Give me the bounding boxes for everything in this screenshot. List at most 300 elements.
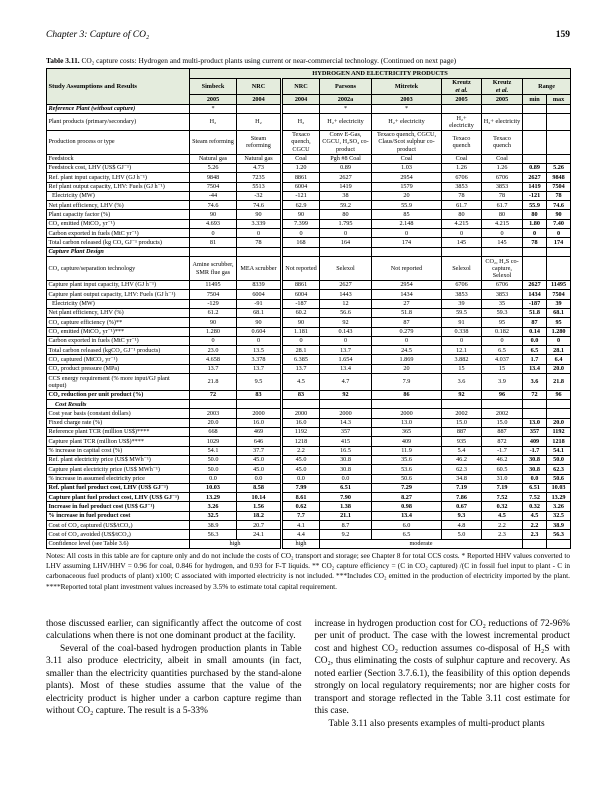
data-cell: 2.2 — [282, 446, 320, 455]
range-cell: 32.5 — [547, 511, 571, 520]
table-row — [47, 290, 571, 299]
data-cell: 0.0 — [320, 474, 372, 483]
table-row — [47, 210, 571, 219]
data-cell: 4.8 — [442, 521, 482, 530]
data-cell: 12 — [320, 299, 372, 308]
row-label: Ref. plant electricity price (US$ MWh⁻¹) — [47, 455, 190, 464]
data-cell: 4.1 — [282, 521, 320, 530]
data-cell: 872 — [482, 437, 523, 446]
data-cell: 357 — [320, 427, 372, 436]
data-cell: 1443 — [320, 290, 372, 299]
row-label: Cost year basis (constant dollars) — [47, 409, 190, 418]
data-cell: 10.03 — [190, 483, 237, 492]
data-cell: 62.9 — [282, 201, 320, 210]
data-cell: 90 — [237, 318, 282, 327]
range-cell: 0 — [547, 229, 571, 238]
table-row — [47, 539, 571, 548]
range-cell: 6.4 — [547, 355, 571, 364]
data-cell: 13.29 — [190, 493, 237, 502]
table-notes: Notes: All costs in this table are for capture only and do not include the costs of CO₂ transport and storage; see Chapter 8 for total CCS costs. * Reported HHV values converted to LHV assuming LHV/HHV = 0.96 for coal, 0.846 for hydrogen, and 0.93 for F-T liquids. ** CO₂ capture efficiency = (C in CO₂ captured) /(C in fossil fuel input to plant - C in carbonaceous fuel products of plant) x100; C associated with imported electricity is not included. ***Includes CO₂ emitted in the production of electricity imported by the plant. ****Reported total plant investment values increased by 3.5% to estimate total capital requirement. — [46, 551, 570, 591]
range-cell — [547, 247, 571, 256]
row-label: Cost Results — [47, 400, 190, 409]
data-cell: 3.339 — [237, 219, 282, 228]
data-cell — [190, 247, 237, 256]
data-cell: 2.2 — [482, 521, 523, 530]
data-cell: 10.14 — [237, 493, 282, 502]
data-cell: 72 — [190, 390, 237, 399]
data-cell: 0.604 — [237, 327, 282, 336]
confidence-cell: high — [282, 539, 320, 548]
data-cell: 0 — [320, 336, 372, 345]
row-label: CO₂ capture/separation technology — [47, 257, 190, 281]
data-cell: Coal — [442, 154, 482, 163]
data-cell: 145 — [482, 238, 523, 247]
table-caption-label: Table 3.11. — [46, 56, 80, 65]
data-cell: 60.2 — [282, 308, 320, 317]
range-cell: 13.29 — [547, 493, 571, 502]
banner-row — [47, 69, 571, 79]
range-cell: 55.9 — [523, 201, 547, 210]
data-cell: 3.9 — [482, 374, 523, 391]
data-cell: 92 — [320, 318, 372, 327]
data-cell: 0 — [282, 229, 320, 238]
table-row — [47, 114, 571, 131]
data-cell: 15.0 — [442, 418, 482, 427]
data-cell: 16.0 — [237, 418, 282, 427]
data-cell: 87 — [372, 318, 442, 327]
study-header-cell: NRC — [237, 78, 282, 95]
data-cell: 1434 — [372, 290, 442, 299]
data-cell: 4.5 — [482, 511, 523, 520]
table-row — [47, 455, 571, 464]
data-cell: 7.29 — [372, 483, 442, 492]
data-cell: 56.6 — [320, 308, 372, 317]
data-cell: 56.3 — [190, 530, 237, 539]
data-cell — [237, 400, 282, 409]
study-header-cell: Simbeck — [190, 78, 237, 95]
data-cell: 27 — [372, 299, 442, 308]
data-cell — [442, 400, 482, 409]
range-cell: 13.0 — [523, 418, 547, 427]
data-cell: 1.56 — [237, 502, 282, 511]
range-cell: 357 — [523, 427, 547, 436]
data-cell: 7.19 — [442, 483, 482, 492]
row-label: Ref plant output capacity, LHV: Fuels (GJ h⁻¹) — [47, 182, 190, 191]
data-cell: 59.5 — [442, 308, 482, 317]
range-cell: 1218 — [547, 437, 571, 446]
data-cell: 2627 — [320, 173, 372, 182]
row-label: Capture plant TCR (million US$)**** — [47, 437, 190, 446]
data-cell: 0 — [442, 336, 482, 345]
data-cell: 5.0 — [442, 530, 482, 539]
table-row — [47, 521, 571, 530]
range-cell: 2627 — [523, 280, 547, 289]
row-label: CO₂ reduction per unit product (%) — [47, 390, 190, 399]
capture-costs-table — [46, 68, 571, 549]
study-header-cell: Kreutz et al. — [482, 78, 523, 95]
data-cell: 0 — [282, 336, 320, 345]
row-label: Capture plant input capacity, LHV (GJ h⁻¹) — [47, 280, 190, 289]
data-cell: 0 — [372, 229, 442, 238]
range-cell: 21.8 — [547, 374, 571, 391]
data-cell: 887 — [482, 427, 523, 436]
data-cell: 0 — [482, 336, 523, 345]
data-cell: 83 — [237, 390, 282, 399]
range-cell: -1.7 — [523, 446, 547, 455]
data-cell: 365 — [372, 427, 442, 436]
data-cell: 6004 — [282, 290, 320, 299]
data-cell: 8.58 — [237, 483, 282, 492]
data-cell: 92 — [320, 390, 372, 399]
data-cell: 0.0 — [237, 474, 282, 483]
data-cell: 1419 — [320, 182, 372, 191]
table-row — [47, 346, 571, 355]
range-cell — [547, 409, 571, 418]
data-cell: 9848 — [190, 173, 237, 182]
data-cell — [482, 104, 523, 113]
range-cell: 3.26 — [547, 502, 571, 511]
data-cell: 32.5 — [190, 511, 237, 520]
data-cell: 45.0 — [237, 455, 282, 464]
data-cell: 51.8 — [372, 308, 442, 317]
data-cell: 3853 — [482, 290, 523, 299]
data-cell: -32 — [237, 191, 282, 200]
data-cell — [282, 104, 320, 113]
row-label: Ref. plant input capacity, LHV (GJ h⁻¹) — [47, 173, 190, 182]
range-cell: 0.0 — [523, 474, 547, 483]
row-label: CO₂ product pressure (MPa) — [47, 364, 190, 373]
data-cell: Texaco quench, CGCU — [282, 130, 320, 154]
data-cell: 1192 — [282, 427, 320, 436]
data-cell: Texaco quench — [442, 130, 482, 154]
text-column-right — [315, 618, 571, 731]
range-cell: 9848 — [547, 173, 571, 182]
data-cell: * — [190, 104, 237, 113]
data-cell: 45.0 — [237, 465, 282, 474]
year-cell: 2005 — [482, 95, 523, 104]
table-row — [47, 418, 571, 427]
data-cell: 78 — [482, 191, 523, 200]
range-cell: -187 — [523, 299, 547, 308]
confidence-cell: moderate — [320, 539, 523, 548]
data-cell: 7.19 — [482, 483, 523, 492]
data-cell: Not reported — [372, 257, 442, 281]
data-cell — [482, 247, 523, 256]
data-cell: 2954 — [372, 173, 442, 182]
data-cell: 0.0 — [282, 474, 320, 483]
row-label: Total carbon released (kgCO₂ GJ⁻¹ products) — [47, 346, 190, 355]
table-row — [47, 427, 571, 436]
range-cell: 0 — [547, 336, 571, 345]
data-cell: 2003 — [190, 409, 237, 418]
table-row — [47, 191, 571, 200]
row-label: CO₂ captured (MtCO₂ yr⁻¹) — [47, 355, 190, 364]
data-cell: 2000 — [372, 409, 442, 418]
data-cell: H₂+ electricity — [372, 114, 442, 131]
range-cell: 56.3 — [547, 530, 571, 539]
data-cell: 85 — [372, 210, 442, 219]
study-header-cell: Kreutz et al. — [442, 78, 482, 95]
range-cell: 54.1 — [547, 446, 571, 455]
data-cell: 11495 — [190, 280, 237, 289]
data-cell: 20.0 — [190, 418, 237, 427]
data-cell: 20 — [372, 364, 442, 373]
table-caption-text: CO₂ capture costs: Hydrogen and multi-product plants using current or near-commercial technology. (Continued on next page) — [79, 56, 457, 65]
year-cell: 2003 — [372, 95, 442, 104]
data-cell: 174 — [372, 238, 442, 247]
data-cell: -187 — [282, 299, 320, 308]
range-cell: 0.0 — [523, 336, 547, 345]
year-cell: 2005 — [442, 95, 482, 104]
data-cell: 0 — [482, 229, 523, 238]
range-cell: 80 — [523, 210, 547, 219]
data-cell: Natural gas — [237, 154, 282, 163]
table-row — [47, 400, 571, 409]
range-cell: 174 — [547, 238, 571, 247]
range-cell: 0.89 — [523, 163, 547, 172]
range-cell — [523, 400, 547, 409]
data-cell: 3.26 — [190, 502, 237, 511]
data-cell: 1.03 — [372, 163, 442, 172]
data-cell: 4.037 — [482, 355, 523, 364]
row-label: Capture plant fuel product cost, LHV (US$ GJ⁻¹) — [47, 493, 190, 502]
row-label: Total carbon released (kg CO₂ GJ⁻¹ products) — [47, 238, 190, 247]
range-cell: 5.26 — [547, 163, 571, 172]
row-label: Feedstock — [47, 154, 190, 163]
data-cell — [320, 400, 372, 409]
data-cell: 2627 — [320, 280, 372, 289]
range-cell: 51.8 — [523, 308, 547, 317]
data-cell: 7504 — [190, 290, 237, 299]
data-cell: Natural gas — [190, 154, 237, 163]
data-cell: 1.38 — [320, 502, 372, 511]
data-cell: 8861 — [282, 173, 320, 182]
data-cell: 74.6 — [237, 201, 282, 210]
range-cell: 1434 — [523, 290, 547, 299]
data-cell: 3853 — [482, 182, 523, 191]
data-cell: 0 — [190, 336, 237, 345]
range-cell: 0.14 — [523, 327, 547, 336]
data-cell: 1579 — [372, 182, 442, 191]
row-label: Cost of CO₂ avoided (US$/tCO₂) — [47, 530, 190, 539]
year-cell: 2005 — [190, 95, 237, 104]
data-cell — [282, 400, 320, 409]
range-cell: 78 — [547, 191, 571, 200]
data-cell: 38 — [320, 191, 372, 200]
table-row — [47, 182, 571, 191]
data-cell — [282, 247, 320, 256]
range-cell: 2627 — [523, 173, 547, 182]
data-cell: H₂+ electricity — [482, 114, 523, 131]
range-cell: 4.5 — [523, 511, 547, 520]
data-cell: 90 — [190, 210, 237, 219]
range-cell: 7504 — [547, 182, 571, 191]
data-cell: 0.32 — [482, 502, 523, 511]
range-header-cell: Range — [523, 78, 571, 95]
data-cell: 7.9 — [372, 374, 442, 391]
data-cell: 61.2 — [190, 308, 237, 317]
data-cell: 0.89 — [320, 163, 372, 172]
row-label: Carbon exported in fuels (MtC yr⁻¹) — [47, 229, 190, 238]
table-row — [47, 465, 571, 474]
data-cell: 62.3 — [442, 465, 482, 474]
row-label: Plant products (primary/secondary) — [47, 114, 190, 131]
data-cell: -44 — [190, 191, 237, 200]
data-cell: 0.338 — [442, 327, 482, 336]
data-cell: Pgh #8 Coal — [320, 154, 372, 163]
range-cell: 68.1 — [547, 308, 571, 317]
data-cell: 14.3 — [320, 418, 372, 427]
range-cell: 1.280 — [547, 327, 571, 336]
table-row — [47, 229, 571, 238]
range-cell — [547, 154, 571, 163]
range-cell: 1419 — [523, 182, 547, 191]
study-header-cell: NRC — [282, 78, 320, 95]
table-row — [47, 327, 571, 336]
range-cell — [547, 104, 571, 113]
paragraph: increase in hydrogen production cost for CO₂ reductions of 72-96% per unit of product. The case with the lowest incremental product cost and highest CO₂ reduction assumes co-disposal of H₂S with CO₂, thus eliminating the costs of sulphur capture and recovery. As noted earlier (Section 3.7.6.1), the feasibility of this option depends strongly on local regulatory requirements; nor are higher costs for transport and storage reflected in the Table 3.11 cost estimate for this case. — [314, 618, 570, 717]
row-label: Feedstock cost, LHV (US$ GJ⁻¹) — [47, 163, 190, 172]
paragraph: Several of the coal-based hydrogen production plants in Table 3.11 also produce electricity, albeit in small amounts (in fact, smaller than the electricity quantities purchased by the stand-alone plants). Most of these studies assume that the value of the electricity product is higher under a carbon capture regime than without CO₂ capture. The result is a 5-33% — [46, 643, 302, 717]
table-row — [47, 154, 571, 163]
table-row — [47, 238, 571, 247]
data-cell: 1029 — [190, 437, 237, 446]
table-row — [47, 502, 571, 511]
data-cell: 2.3 — [482, 530, 523, 539]
data-cell: 80 — [442, 210, 482, 219]
data-cell: 7.52 — [482, 493, 523, 502]
range-max-header: max — [547, 95, 571, 104]
data-cell: 7.86 — [442, 493, 482, 502]
table-row — [47, 364, 571, 373]
data-cell: 13.7 — [320, 346, 372, 355]
row-label: Carbon exported in fuels (MtC yr⁻¹) — [47, 336, 190, 345]
range-cell — [523, 154, 547, 163]
data-cell: Texaco quench — [482, 130, 523, 154]
data-cell: -91 — [237, 299, 282, 308]
range-min-header: min — [523, 95, 547, 104]
data-cell: 13.7 — [190, 364, 237, 373]
data-cell: 7.399 — [282, 219, 320, 228]
row-label: Ref. plant fuel product cost, LHV (US$ GJ⁻¹) — [47, 483, 190, 492]
data-cell: Coal — [482, 154, 523, 163]
data-cell: 4.215 — [442, 219, 482, 228]
table-row — [47, 493, 571, 502]
table-row — [47, 437, 571, 446]
data-cell: Conv E-Gas, CGCU, H₂SO₄ co-product — [320, 130, 372, 154]
data-cell: 61.7 — [442, 201, 482, 210]
data-cell: 78 — [442, 191, 482, 200]
data-cell: 6.0 — [372, 521, 442, 530]
data-cell: 4.73 — [237, 163, 282, 172]
data-cell: 935 — [442, 437, 482, 446]
data-cell: Not reported — [282, 257, 320, 281]
data-cell: 59.3 — [482, 308, 523, 317]
data-cell — [372, 400, 442, 409]
data-cell: 6706 — [442, 173, 482, 182]
data-cell: 50.0 — [190, 465, 237, 474]
table-row — [47, 483, 571, 492]
data-cell: 2000 — [320, 409, 372, 418]
data-cell: 83 — [282, 390, 320, 399]
range-cell: 1192 — [547, 427, 571, 436]
row-label: Net plant efficiency, LHV (%) — [47, 308, 190, 317]
data-cell: Selexol — [320, 257, 372, 281]
data-cell: 20.7 — [237, 521, 282, 530]
data-cell — [442, 247, 482, 256]
data-cell: 1.654 — [320, 355, 372, 364]
data-cell: 145 — [442, 238, 482, 247]
data-cell: 0.98 — [372, 502, 442, 511]
data-cell: 45.0 — [282, 455, 320, 464]
row-label: CO₂ emitted (MtCO₂ yr⁻¹) — [47, 219, 190, 228]
data-cell: 168 — [282, 238, 320, 247]
range-cell: 1.80 — [523, 219, 547, 228]
data-cell: 38.9 — [190, 521, 237, 530]
data-cell: 3.6 — [442, 374, 482, 391]
row-label: Net plant efficiency, LHV (%) — [47, 201, 190, 210]
data-cell: H₂ — [190, 114, 237, 131]
data-cell: 60.5 — [482, 465, 523, 474]
range-cell: 7504 — [547, 290, 571, 299]
range-cell — [523, 114, 547, 131]
row-label: Capture plant electricity price (US$ MWh⁻¹) — [47, 465, 190, 474]
range-cell: 28.1 — [547, 346, 571, 355]
data-cell: 0.279 — [372, 327, 442, 336]
data-cell: 0.143 — [320, 327, 372, 336]
row-label: Reference plant TCR (million US$)**** — [47, 427, 190, 436]
table-row — [47, 446, 571, 455]
data-cell: 0 — [320, 229, 372, 238]
data-cell: 7235 — [237, 173, 282, 182]
data-cell: 21.1 — [320, 511, 372, 520]
row-label: Electricity (MW) — [47, 299, 190, 308]
data-cell: -121 — [282, 191, 320, 200]
data-cell: 15 — [442, 364, 482, 373]
data-cell: CO₂, H₂S co-capture, Selexol — [482, 257, 523, 281]
range-cell: 90 — [547, 210, 571, 219]
data-cell: 13.4 — [372, 511, 442, 520]
data-cell: 20 — [372, 191, 442, 200]
confidence-cell: high — [190, 539, 282, 548]
data-cell — [237, 247, 282, 256]
data-cell: 9.5 — [237, 374, 282, 391]
table-row — [47, 409, 571, 418]
table-row — [47, 280, 571, 289]
year-cell: 2004 — [237, 95, 282, 104]
data-cell: 164 — [320, 238, 372, 247]
table-header — [47, 69, 571, 104]
data-cell: 30.8 — [320, 465, 372, 474]
data-cell: 2000 — [282, 409, 320, 418]
data-cell: 6004 — [237, 290, 282, 299]
range-cell: -121 — [523, 191, 547, 200]
data-cell: 4.693 — [190, 219, 237, 228]
data-cell: 23.0 — [190, 346, 237, 355]
data-cell — [442, 104, 482, 113]
data-cell: 0.0 — [190, 474, 237, 483]
chapter-title: Chapter 3: Capture of CO₂ — [46, 30, 150, 40]
row-label: Plant capacity factor (%) — [47, 210, 190, 219]
text-column-left — [46, 618, 302, 731]
data-cell: 95 — [482, 318, 523, 327]
range-cell — [547, 539, 571, 548]
data-cell: 13.4 — [320, 364, 372, 373]
table-row — [47, 257, 571, 281]
data-cell: 59.2 — [320, 201, 372, 210]
table-row — [47, 219, 571, 228]
data-cell: 1.20 — [282, 163, 320, 172]
